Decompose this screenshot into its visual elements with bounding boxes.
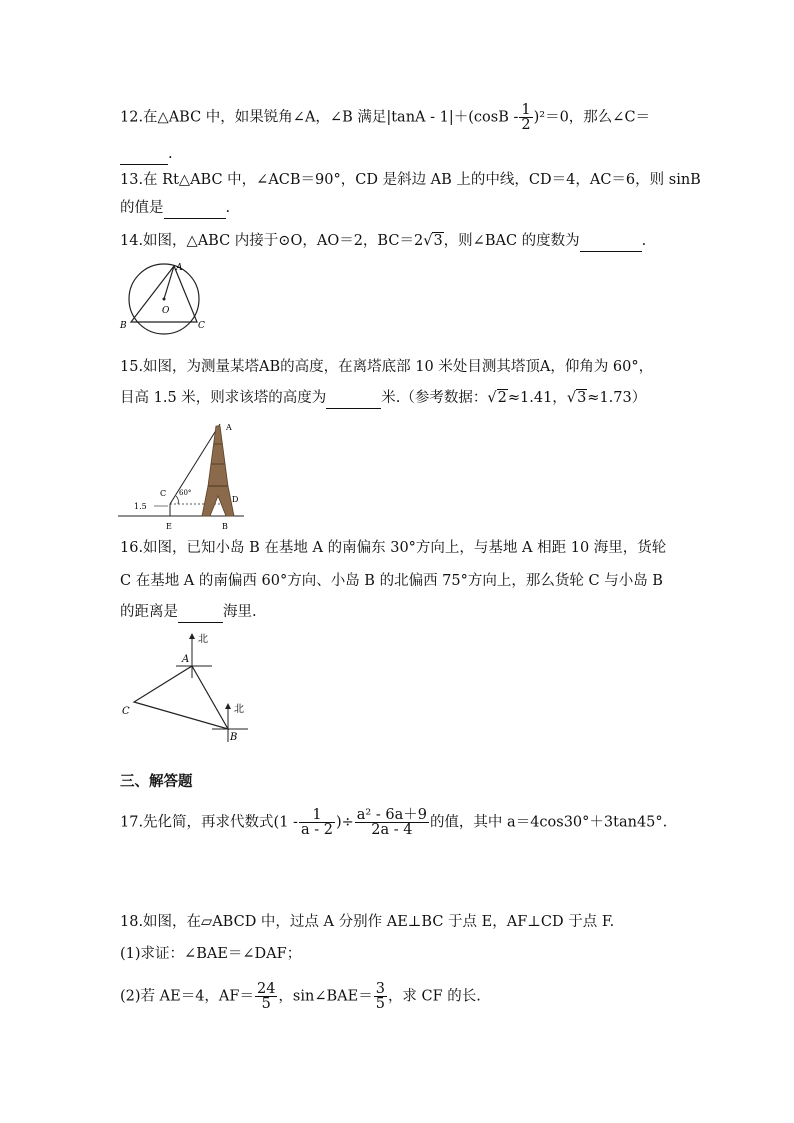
question-12 [120,103,650,132]
question-16-line-2: C 在基地 A 的南偏西 60°方向、小岛 B 的北偏西 75°方向上，那么货轮 C 与小岛 B [120,573,663,589]
question-13-line-2: 的值是 . [120,198,230,219]
question-18-part-1: (1)求证：∠BAE＝∠DAF； [120,946,302,962]
question-13-line-1: 13.在 Rt△ABC 中，∠ACB＝90°，CD 是斜边 AB 上的中线，CD＝4，AC＝6，则 sinB [120,172,701,188]
label-a: A [176,263,183,273]
q16-navigation-figure [116,630,266,750]
sqrt-2: √2 [487,390,507,406]
question-15-line-2: 目高 1.5 米，则求该塔的高度为 米.（参考数据：√2≈1.41，√3≈1.73） [120,388,646,409]
segment-ao [164,266,174,299]
label-o: O [162,306,170,316]
question-12-answer-line: . [120,144,173,165]
question-18-line-1: 18.如图，在▱ABCD 中，过点 A 分别作 AE⊥BC 于点 E，AF⊥CD 于点 F. [120,914,615,930]
q17-fraction-2: $\frac{\text{a² - 6a＋9}}{2a - 4}$ [356,807,427,838]
q18-fraction-1: $\frac{24}{5}$ [256,981,276,1012]
label-c: C [122,706,130,717]
triangle-acb [134,666,228,729]
q16-answer-blank [178,602,223,623]
q13-answer-blank [164,198,226,219]
q12-fraction: $\frac{1}{2}$ [521,102,531,133]
sqrt-3-ref: √3 [566,390,587,406]
question-16-line-3: 的距离是 海里. [120,602,257,623]
q14-circle-figure [112,258,222,338]
question-15-line-1: 15.如图，为测量某塔AB的高度，在离塔底部 10 米处目测其塔顶A，仰角为 60°， [120,359,654,375]
label-e: E [166,522,172,531]
q12-text-end: )²＝0，那么∠C＝ [533,109,651,126]
label-c: C [198,321,205,331]
q15-answer-blank [326,388,381,409]
label-d: D [232,495,239,504]
sqrt-3: √3 [423,233,443,249]
tower-image [202,426,234,516]
label-b: B [222,522,228,531]
center-o [163,298,166,301]
question-17: 17.先化简，再求代数式(1 - $\frac{1}{a - 2}$ )÷ $\frac{\text{a² - 6a＋9}}{2a - 4}$ 的值，其中 a＝4cos30°＋3tan45°. [120,807,668,838]
q15-tower-figure [116,416,256,534]
label-north-1: 北 [198,634,208,645]
angle-arc [176,496,178,504]
question-16-line-1: 16.如图，已知小岛 B 在基地 A 的南偏东 30°方向上，与基地 A 相距 10 海里，货轮 [120,540,667,556]
label-north-2: 北 [234,704,244,715]
label-height: 1.5 [134,502,147,511]
label-angle: 60° [179,489,192,497]
label-b: B [230,732,238,743]
question-18-part-2: (2)若 AE＝4，AF＝ $\frac{24}{5}$ ，sin∠BAE＝ $\frac{3}{5}$ ，求 CF 的长. [120,981,481,1012]
question-14: 14.如图，△ABC 内接于⊙O，AO＝2，BC＝2√3，则∠BAC 的度数为 . [120,231,646,252]
label-a: A [226,423,232,432]
q18-fraction-2: $\frac{3}{5}$ [375,981,385,1012]
label-a: A [182,654,190,665]
label-c: C [160,489,167,498]
q12-text-start: 12.在△ABC 中，如果锐角∠A，∠B 满足|tanA - 1|＋(cosB - [120,109,519,126]
q12-answer-blank [120,144,168,165]
section-3-heading: 三、解答题 [120,774,193,790]
label-b: B [120,321,127,331]
q17-fraction-1: $\frac{1}{a - 2}$ [300,807,333,838]
q14-answer-blank [580,231,642,252]
